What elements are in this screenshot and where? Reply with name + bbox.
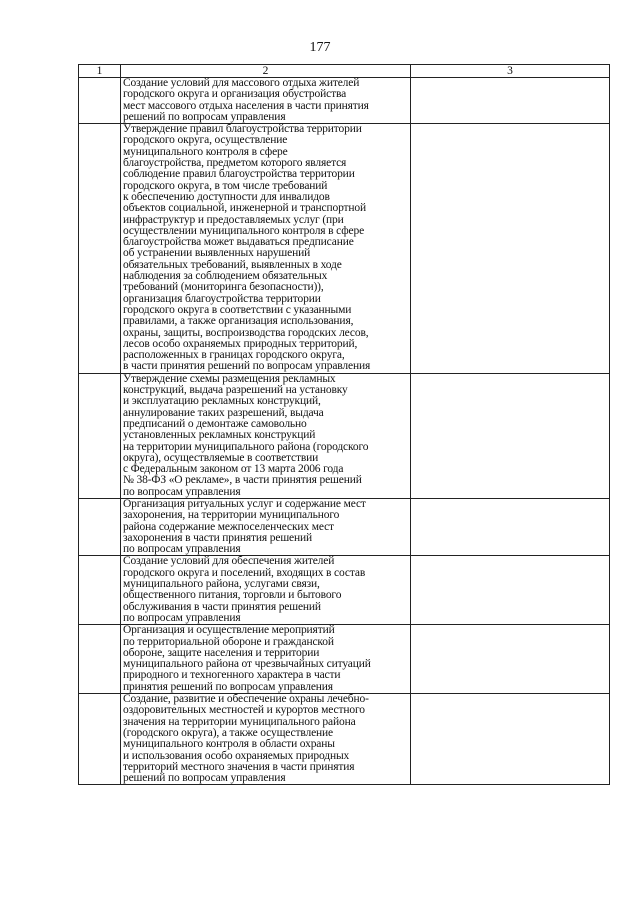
table-row [79, 373, 610, 498]
table-row [79, 124, 610, 374]
column-header-1: 1 [79, 65, 121, 78]
page-number: 177 [309, 40, 331, 55]
row-number-cell [79, 694, 121, 785]
row-number-cell [79, 625, 121, 694]
notes-cell [411, 625, 610, 694]
notes-cell [411, 78, 610, 124]
row-number-cell [79, 124, 121, 374]
table-row [79, 498, 610, 555]
function-description-cell: Утверждение правил благоустройства территории городского округа, осуществление муниципального контроля в сфере благоустройства, предметом которого является соблюдение правил благоустройства территории городского округа, в том числе требований к обеспечению доступности для инвалидов объектов социальной, инженерной и транспортной инфраструктур и предоставляемых услуг (при осуществлении муниципального контроля в сфере благоустройства может выдаваться предписание об устранении выявленных нарушений обязательных требований, выявленных в ходе наблюдения за соблюдением обязательных требований (мониторинга безопасности)), организация благоустройства территории городского округа в соответствии с указанными правилами, а также организация использования, охраны, защиты, воспроизводства городских лесов, лесов особо охраняемых природных территорий, расположенных в границах городского округа, в части принятия решений по вопросам управления [121, 124, 411, 374]
notes-cell [411, 124, 610, 374]
function-description-cell: Создание, развитие и обеспечение охраны лечебно- оздоровительных местностей и курортов местного значения на территории муниципального района (городского округа), а также осуществление муниципального контроля в области охраны и использования особо охраняемых природных территорий местного значения в части принятия решений по вопросам управления [121, 694, 411, 785]
notes-cell [411, 498, 610, 555]
row-number-cell [79, 498, 121, 555]
table-row [79, 78, 610, 124]
notes-cell [411, 373, 610, 498]
function-description-cell: Утверждение схемы размещения рекламных конструкций, выдача разрешений на установку и эксплуатацию рекламных конструкций, аннулирование таких разрешений, выдача предписаний о демонтаже самовольно установленных рекламных конструкций на территории муниципального района (городского округа), осуществляемые в соответствии с Федеральным законом от 13 марта 2006 года № 38-ФЗ «О рекламе», в части принятия решений по вопросам управления [121, 373, 411, 498]
function-description-cell: Организация ритуальных услуг и содержание мест захоронения, на территории муниципального района содержание межпоселенческих мест захоронения в части принятия решений по вопросам управления [121, 498, 411, 555]
column-header-3: 3 [411, 65, 610, 78]
table-row [79, 694, 610, 785]
row-number-cell [79, 373, 121, 498]
row-number-cell [79, 78, 121, 124]
column-header-2: 2 [121, 65, 411, 78]
table-header-row [79, 65, 610, 78]
table-row [79, 556, 610, 625]
function-description-cell: Организация и осуществление мероприятий по территориальной обороне и гражданской обороне, защите населения и территории муниципального района от чрезвычайных ситуаций природного и техногенного характера в части принятия решений по вопросам управления [121, 625, 411, 694]
function-description-cell: Создание условий для обеспечения жителей городского округа и поселений, входящих в состав муниципального района, услугами связи, общественного питания, торговли и бытового обслуживания в части принятия решений по вопросам управления [121, 556, 411, 625]
row-number-cell [79, 556, 121, 625]
functions-table [78, 64, 610, 785]
notes-cell [411, 694, 610, 785]
notes-cell [411, 556, 610, 625]
table-row [79, 625, 610, 694]
function-description-cell: Создание условий для массового отдыха жителей городского округа и организация обустройства мест массового отдыха населения в части принятия решений по вопросам управления [121, 78, 411, 124]
